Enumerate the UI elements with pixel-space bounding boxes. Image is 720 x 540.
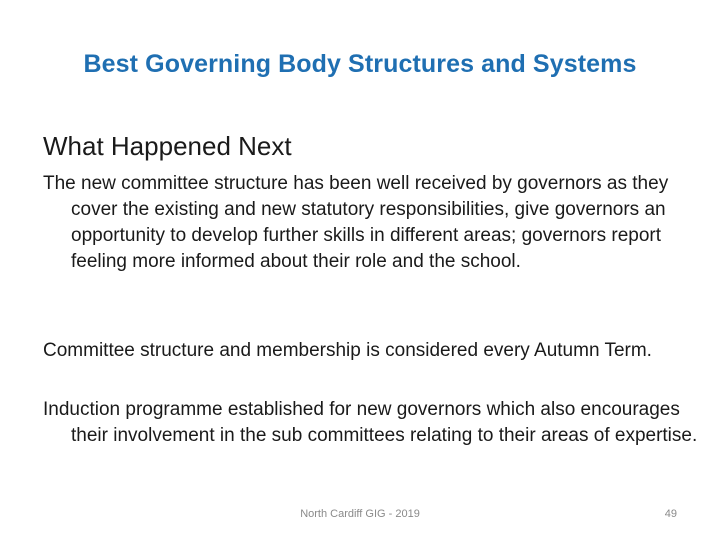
paragraph-induction-programme: Induction programme established for new governors which also encourages their involvement in the sub committees relating to their areas of expertise. [43, 399, 698, 446]
slide-title: Best Governing Body Structures and Systems [83, 50, 637, 78]
slide-footer: North Cardiff GIG - 2019 [300, 508, 420, 520]
section-subheading: What Happened Next [43, 131, 292, 161]
paragraph-committee-structure: The new committee structure has been well received by governors as they cover the existing and new statutory responsibilities, give governors an opportunity to develop further skills in different areas; governors report feeling more informed about their role and the school. [43, 173, 669, 272]
page-number: 49 [664, 508, 677, 520]
paragraph-autumn-term: Committee structure and membership is considered every Autumn Term. [43, 340, 652, 361]
